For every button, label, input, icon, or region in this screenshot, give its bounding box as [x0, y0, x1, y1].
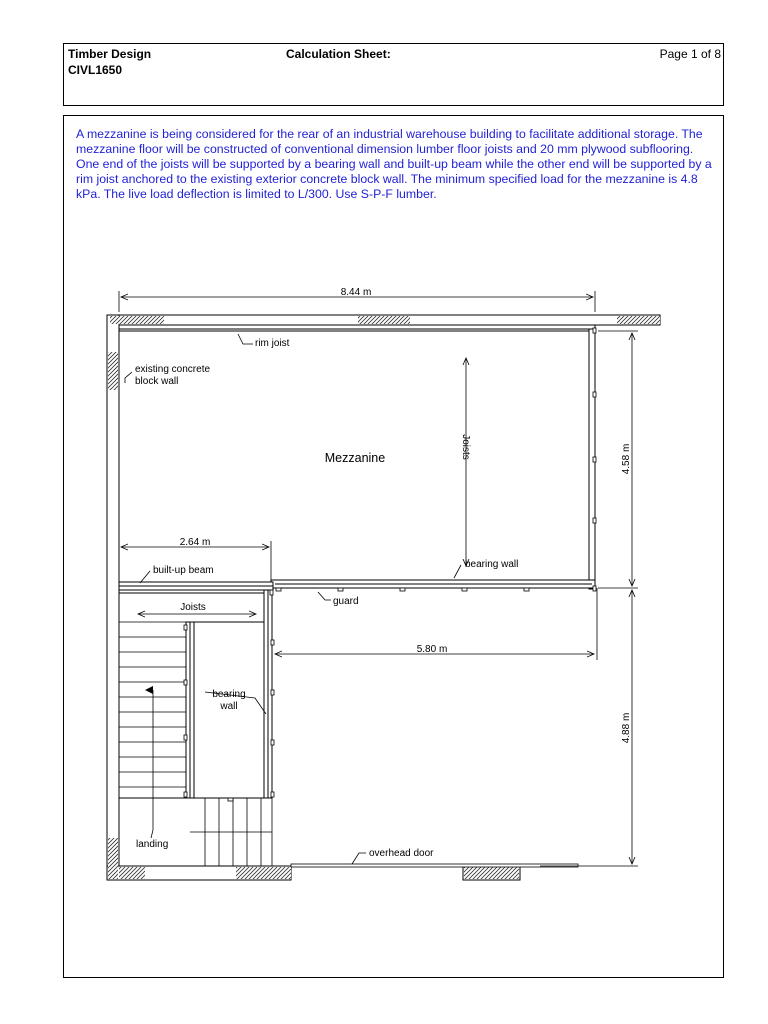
- problem-statement: A mezzanine is being considered for the rear of an industrial warehouse building to facilitate additional storage. The mezzanine floor will be constructed of conventional dimension lumber floor joists and 20 mm plywood subflooring. One end of the joists will be supported by a bearing wall and built-up beam while the other end will be supported by a rim joist anchored to the existing exterior concrete block wall. The minimum specified load for the mezzanine is 4.8 kPa. The live load deflection is limited to L/300. Use S-P-F lumber.: [76, 127, 712, 201]
- wall-hatch: [617, 316, 660, 324]
- label-built-up-beam: built-up beam: [153, 565, 214, 576]
- dim-opening-width: 5.80 m: [416, 644, 448, 655]
- label-bearing-wall-main: bearing wall: [465, 559, 519, 570]
- label-joists-main: Joists: [460, 434, 471, 460]
- post-symbols: [184, 328, 596, 801]
- course-code: CIVL1650: [68, 63, 123, 77]
- label-mezzanine: Mezzanine: [324, 451, 386, 465]
- overhead-door: [291, 864, 578, 867]
- label-guard: guard: [333, 596, 359, 607]
- stair-treads: [119, 622, 272, 866]
- wall-hatch: [108, 352, 118, 390]
- dim-beam-span: 2.64 m: [179, 537, 211, 548]
- label-joists-stair: Joists: [180, 602, 206, 613]
- dim-lower-depth: 4.88 m: [621, 712, 632, 744]
- label-bearing-wall-stair-1: bearing: [212, 689, 246, 700]
- wall-hatch: [464, 867, 519, 879]
- wall-hatch: [108, 838, 118, 879]
- label-existing-wall-2: block wall: [135, 376, 179, 387]
- dim-mezzanine-depth: 4.58 m: [621, 443, 632, 475]
- label-landing: landing: [136, 839, 169, 850]
- rim-joist: [119, 325, 595, 329]
- wall-hatch: [110, 316, 164, 324]
- label-bearing-wall-stair-2: wall: [220, 701, 238, 712]
- page-number: Page 1 of 8: [659, 47, 721, 61]
- label-overhead-door: overhead door: [369, 848, 434, 859]
- label-existing-wall-1: existing concrete: [135, 364, 211, 375]
- wall-hatch: [358, 316, 410, 324]
- label-rim-joist: rim joist: [255, 338, 290, 349]
- wall-hatch: [119, 867, 145, 879]
- course-title: Timber Design: [68, 47, 152, 61]
- sheet-title: Calculation Sheet:: [286, 47, 391, 61]
- left-exterior-wall: [107, 315, 119, 880]
- wall-hatch: [236, 867, 291, 879]
- dim-overall-width: 8.44 m: [340, 287, 372, 298]
